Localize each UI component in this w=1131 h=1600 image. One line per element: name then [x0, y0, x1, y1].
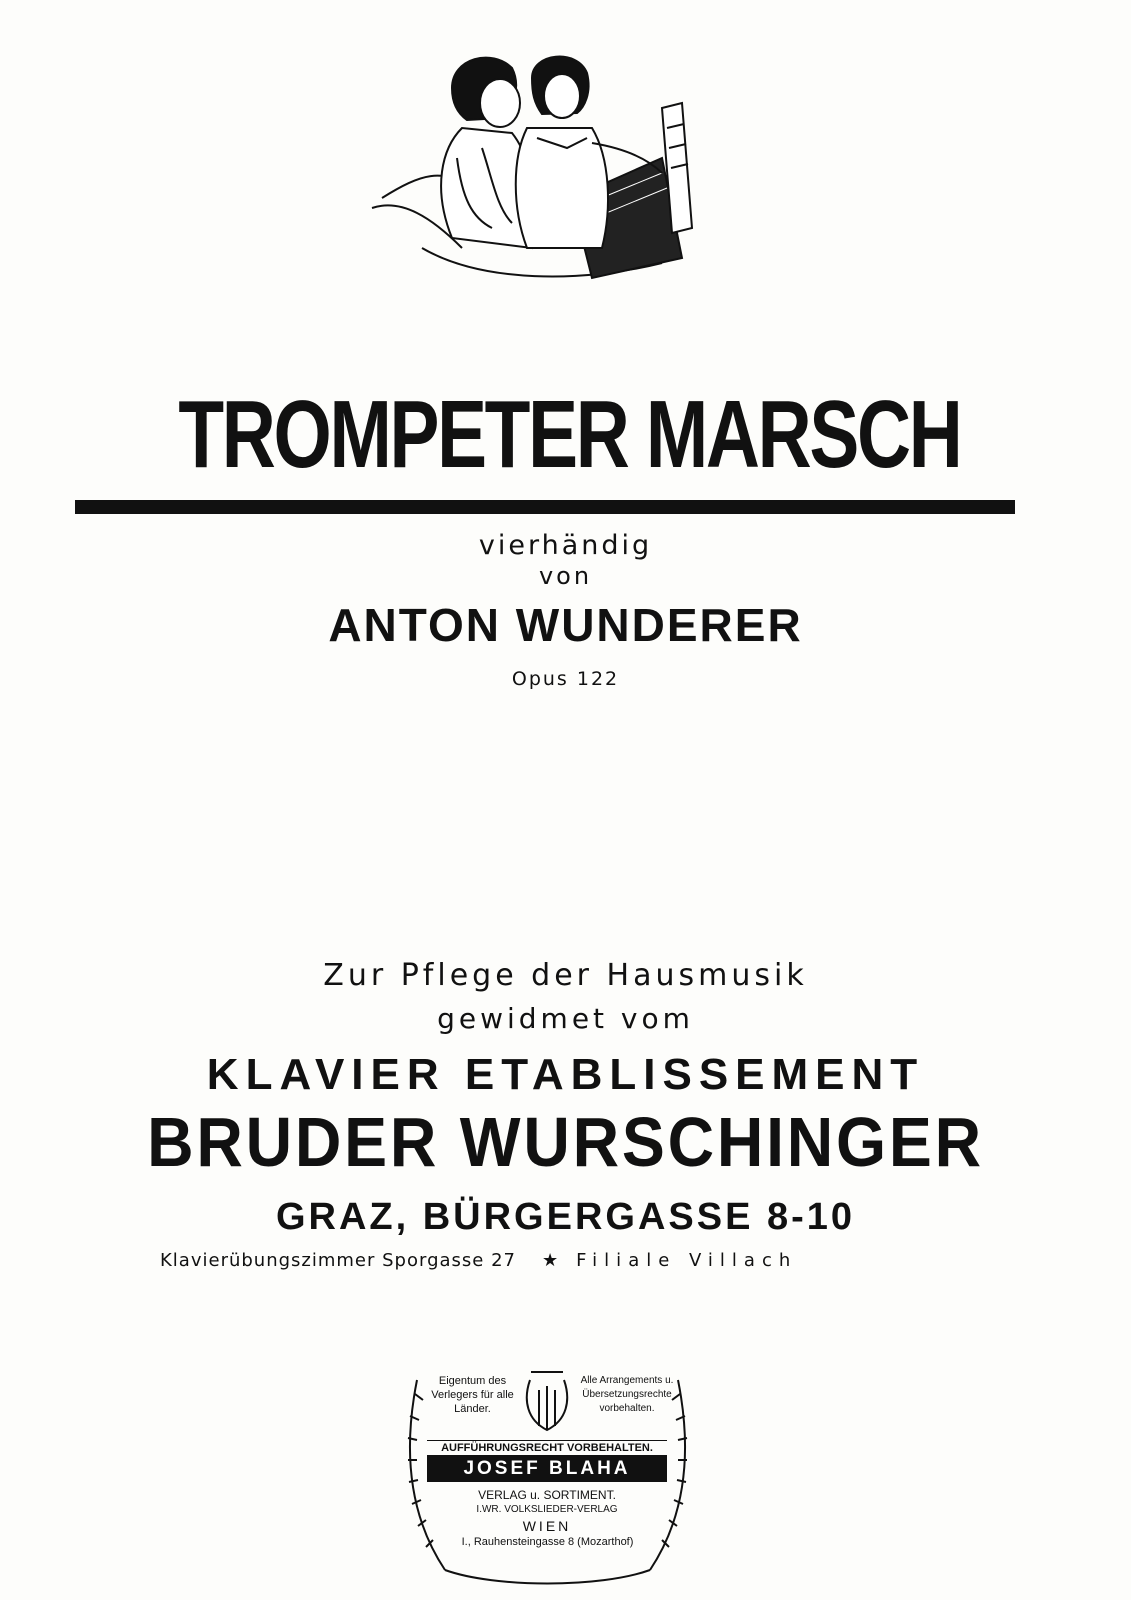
sheet-music-title: TROMPETER MARSCH — [178, 381, 961, 488]
title-underline — [75, 500, 1015, 514]
seal-rights-text: Alle Arrangements u. Übersetzungsrechte vorbehalten. — [580, 1375, 674, 1414]
subtitle-instrumentation: vierhändig — [478, 530, 653, 561]
footer-line — [160, 1250, 980, 1271]
star-icon: ★ — [542, 1250, 559, 1271]
seal-ownership-text: Eigentum des Verlegers für alle Länder. — [431, 1375, 514, 1415]
seal-publisher-imprint: I.WR. VOLKSLIEDER-VERLAG — [476, 1504, 618, 1515]
seal-city: WIEN — [522, 1518, 572, 1534]
seal-publisher-name: JOSEF BLAHA — [427, 1456, 667, 1482]
piano-duet-illustration — [362, 48, 712, 288]
dedication-line-1: Zur Pflege der Hausmusik — [323, 958, 808, 993]
company-name: BRUDER WURSCHINGER — [147, 1103, 984, 1181]
publisher-seal — [405, 1360, 690, 1592]
seal-street: I., Rauhensteingasse 8 (Mozarthof) — [461, 1536, 634, 1548]
seal-performance-rights: AUFFÜHRUNGSRECHT VORBEHALTEN. — [427, 1440, 667, 1456]
company-address: GRAZ, BÜRGERGASSE 8-10 — [275, 1196, 856, 1238]
composer-name: ANTON WUNDERER — [328, 599, 803, 651]
seal-publisher-type: VERLAG u. SORTIMENT. — [478, 1488, 616, 1502]
company-line-1: KLAVIER ETABLISSEMENT — [206, 1050, 925, 1099]
opus-number: Opus 122 — [511, 668, 620, 690]
subtitle-by: von — [538, 562, 593, 590]
dedication-line-2: gewidmet vom — [437, 1002, 694, 1035]
branch-text: Filiale Villach — [576, 1250, 798, 1271]
practice-room-text: Klavierübungszimmer Sporgasse 27 — [160, 1250, 516, 1271]
